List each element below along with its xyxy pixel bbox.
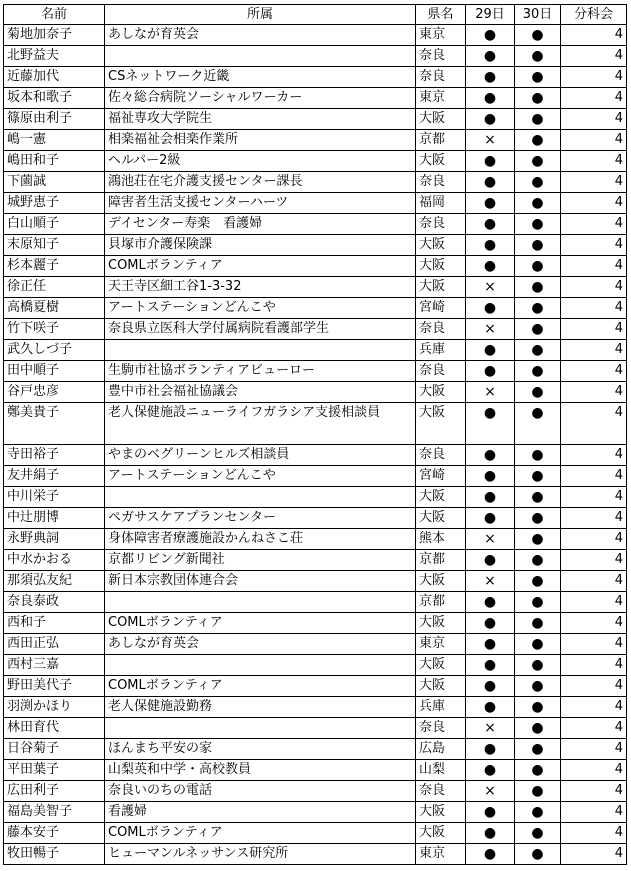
cell-day30: ● <box>515 781 561 802</box>
cell-section: 4 <box>561 277 627 298</box>
cell-day30: ● <box>515 130 561 151</box>
cell-affiliation: COMLボランティア <box>105 256 416 277</box>
cell-section: 4 <box>561 634 627 655</box>
table-row <box>4 193 627 214</box>
cell-section: 4 <box>561 130 627 151</box>
cell-affiliation: 鴻池荘在宅介護支援センター課長 <box>105 172 416 193</box>
cell-affiliation: 佐々総合病院ソーシャルワーカー <box>105 88 416 109</box>
cell-day29: × <box>466 781 515 802</box>
cell-name: 白山順子 <box>4 214 105 235</box>
cell-day29: × <box>466 718 515 739</box>
cell-section: 4 <box>561 340 627 361</box>
cell-affiliation: 身体障害者療護施設かんねさこ荘 <box>105 529 416 550</box>
cell-day29: × <box>466 529 515 550</box>
cell-affiliation: 老人保健施設勤務 <box>105 697 416 718</box>
cell-day29: ● <box>466 445 515 466</box>
cell-name: 杉本麗子 <box>4 256 105 277</box>
cell-prefecture: 大阪 <box>416 487 466 508</box>
cell-day29: ● <box>466 235 515 256</box>
cell-prefecture: 大阪 <box>416 256 466 277</box>
cell-name: 永野典詞 <box>4 529 105 550</box>
cell-section: 4 <box>561 256 627 277</box>
cell-section: 4 <box>561 67 627 88</box>
cell-affiliation: 福祉専攻大学院生 <box>105 109 416 130</box>
cell-day30: ● <box>515 172 561 193</box>
cell-section: 4 <box>561 802 627 823</box>
cell-section: 4 <box>561 739 627 760</box>
cell-prefecture: 宮崎 <box>416 298 466 319</box>
cell-affiliation: あしなが育英会 <box>105 634 416 655</box>
cell-day30: ● <box>515 298 561 319</box>
cell-affiliation: CSネットワーク近畿 <box>105 67 416 88</box>
cell-day29: ● <box>466 592 515 613</box>
cell-section: 4 <box>561 193 627 214</box>
cell-day30: ● <box>515 466 561 487</box>
table-row <box>4 403 627 445</box>
cell-day30: ● <box>515 739 561 760</box>
cell-name: 西田正弘 <box>4 634 105 655</box>
cell-day29: ● <box>466 844 515 865</box>
table-row <box>4 844 627 865</box>
cell-day30: ● <box>515 256 561 277</box>
cell-section: 4 <box>561 88 627 109</box>
cell-name: 下薗誠 <box>4 172 105 193</box>
cell-name: 広田利子 <box>4 781 105 802</box>
cell-affiliation: 障害者生活支援センターハーツ <box>105 193 416 214</box>
cell-name: 中川栄子 <box>4 487 105 508</box>
table-row <box>4 781 627 802</box>
cell-name: 嶋一憲 <box>4 130 105 151</box>
cell-section: 4 <box>561 823 627 844</box>
cell-day30: ● <box>515 235 561 256</box>
cell-day30: ● <box>515 634 561 655</box>
cell-day29: ● <box>466 340 515 361</box>
cell-section: 4 <box>561 718 627 739</box>
cell-affiliation: COMLボランティア <box>105 613 416 634</box>
header-name: 名前 <box>4 5 105 25</box>
cell-name: 藤本安子 <box>4 823 105 844</box>
cell-day30: ● <box>515 487 561 508</box>
cell-affiliation <box>105 718 416 739</box>
cell-day29: ● <box>466 361 515 382</box>
cell-affiliation: 奈良県立医科大学付属病院看護部学生 <box>105 319 416 340</box>
cell-section: 4 <box>561 487 627 508</box>
cell-day29: ● <box>466 613 515 634</box>
cell-affiliation: やまのベグリーンヒルズ相談員 <box>105 445 416 466</box>
table-row <box>4 466 627 487</box>
table-row <box>4 130 627 151</box>
cell-day29: ● <box>466 739 515 760</box>
cell-day29: ● <box>466 823 515 844</box>
cell-prefecture: 東京 <box>416 844 466 865</box>
cell-prefecture: 大阪 <box>416 235 466 256</box>
cell-day29: ● <box>466 172 515 193</box>
cell-prefecture: 奈良 <box>416 718 466 739</box>
table-row <box>4 382 627 403</box>
table-row <box>4 655 627 676</box>
cell-affiliation: 貝塚市介護保険課 <box>105 235 416 256</box>
cell-day29: ● <box>466 109 515 130</box>
header-prefecture: 県名 <box>416 5 466 25</box>
cell-section: 4 <box>561 445 627 466</box>
cell-name: 平田葉子 <box>4 760 105 781</box>
cell-affiliation: 京都リビング新聞社 <box>105 550 416 571</box>
table-row <box>4 445 627 466</box>
cell-day29: × <box>466 571 515 592</box>
table-row <box>4 487 627 508</box>
cell-section: 4 <box>561 760 627 781</box>
table-row <box>4 739 627 760</box>
cell-day29: ● <box>466 214 515 235</box>
cell-affiliation: アートステーションどんこや <box>105 466 416 487</box>
header-affiliation: 所属 <box>105 5 416 25</box>
cell-name: 田中順子 <box>4 361 105 382</box>
cell-day29: × <box>466 382 515 403</box>
table-row <box>4 802 627 823</box>
table-row <box>4 823 627 844</box>
table-row <box>4 676 627 697</box>
cell-prefecture: 東京 <box>416 25 466 46</box>
cell-day30: ● <box>515 676 561 697</box>
cell-name: 奈良泰政 <box>4 592 105 613</box>
cell-day29: ● <box>466 697 515 718</box>
cell-prefecture: 奈良 <box>416 361 466 382</box>
cell-affiliation: 相楽福祉会相楽作業所 <box>105 130 416 151</box>
cell-affiliation <box>105 340 416 361</box>
table-row <box>4 760 627 781</box>
cell-day29: ● <box>466 88 515 109</box>
cell-section: 4 <box>561 25 627 46</box>
table-row <box>4 277 627 298</box>
table-row <box>4 67 627 88</box>
table-row <box>4 109 627 130</box>
table-row <box>4 718 627 739</box>
cell-prefecture: 東京 <box>416 634 466 655</box>
cell-day29: ● <box>466 193 515 214</box>
cell-day30: ● <box>515 67 561 88</box>
header-day29: 29日 <box>466 5 515 25</box>
cell-day30: ● <box>515 550 561 571</box>
cell-day29: × <box>466 277 515 298</box>
cell-day30: ● <box>515 382 561 403</box>
cell-name: 竹下咲子 <box>4 319 105 340</box>
cell-affiliation: あしなが育英会 <box>105 25 416 46</box>
cell-affiliation: 豊中市社会福祉協議会 <box>105 382 416 403</box>
table-row <box>4 235 627 256</box>
cell-prefecture: 奈良 <box>416 445 466 466</box>
cell-affiliation <box>105 487 416 508</box>
cell-section: 4 <box>561 613 627 634</box>
cell-section: 4 <box>561 592 627 613</box>
cell-prefecture: 奈良 <box>416 781 466 802</box>
cell-prefecture: 広島 <box>416 739 466 760</box>
cell-day30: ● <box>515 697 561 718</box>
cell-day29: ● <box>466 676 515 697</box>
cell-prefecture: 大阪 <box>416 613 466 634</box>
cell-section: 4 <box>561 46 627 67</box>
cell-affiliation: ペガサスケアプランセンター <box>105 508 416 529</box>
cell-affiliation: 老人保健施設ニューライフガラシア支援相談員 <box>105 403 416 445</box>
cell-name: 西村三嘉 <box>4 655 105 676</box>
table-row <box>4 46 627 67</box>
table-row <box>4 634 627 655</box>
cell-affiliation: 山梨英和中学・高校教員 <box>105 760 416 781</box>
cell-prefecture: 大阪 <box>416 508 466 529</box>
cell-affiliation <box>105 655 416 676</box>
cell-name: 末原知子 <box>4 235 105 256</box>
cell-day30: ● <box>515 88 561 109</box>
cell-affiliation: 新日本宗教団体連合会 <box>105 571 416 592</box>
cell-name: 鄭美貴子 <box>4 403 105 445</box>
cell-prefecture: 京都 <box>416 592 466 613</box>
cell-day29: ● <box>466 46 515 67</box>
table-row <box>4 172 627 193</box>
cell-prefecture: 大阪 <box>416 676 466 697</box>
cell-section: 4 <box>561 697 627 718</box>
cell-name: 中辻朋博 <box>4 508 105 529</box>
cell-day30: ● <box>515 529 561 550</box>
cell-prefecture: 京都 <box>416 130 466 151</box>
cell-day30: ● <box>515 46 561 67</box>
cell-day30: ● <box>515 445 561 466</box>
header-day30: 30日 <box>515 5 561 25</box>
cell-prefecture: 大阪 <box>416 109 466 130</box>
cell-affiliation: デイセンター寿楽 看護婦 <box>105 214 416 235</box>
cell-prefecture: 奈良 <box>416 319 466 340</box>
cell-day30: ● <box>515 25 561 46</box>
cell-name: 林田育代 <box>4 718 105 739</box>
cell-name: 羽渕かほり <box>4 697 105 718</box>
cell-prefecture: 福岡 <box>416 193 466 214</box>
cell-day30: ● <box>515 718 561 739</box>
cell-name: 篠原由利子 <box>4 109 105 130</box>
cell-affiliation: ヘルパー2級 <box>105 151 416 172</box>
cell-section: 4 <box>561 508 627 529</box>
table-row <box>4 151 627 172</box>
cell-section: 4 <box>561 676 627 697</box>
cell-prefecture: 大阪 <box>416 151 466 172</box>
cell-day30: ● <box>515 592 561 613</box>
cell-affiliation <box>105 592 416 613</box>
table-row <box>4 340 627 361</box>
cell-name: 寺田裕子 <box>4 445 105 466</box>
cell-prefecture: 大阪 <box>416 382 466 403</box>
cell-prefecture: 東京 <box>416 88 466 109</box>
table-row <box>4 508 627 529</box>
table-row <box>4 697 627 718</box>
cell-day30: ● <box>515 844 561 865</box>
cell-name: 牧田暢子 <box>4 844 105 865</box>
cell-section: 4 <box>561 466 627 487</box>
cell-day29: ● <box>466 760 515 781</box>
header-row <box>4 5 627 25</box>
cell-prefecture: 奈良 <box>416 46 466 67</box>
cell-section: 4 <box>561 655 627 676</box>
table-row <box>4 88 627 109</box>
cell-prefecture: 大阪 <box>416 403 466 445</box>
table-row <box>4 319 627 340</box>
cell-day30: ● <box>515 109 561 130</box>
cell-name: 坂本和歌子 <box>4 88 105 109</box>
cell-section: 4 <box>561 214 627 235</box>
cell-prefecture: 山梨 <box>416 760 466 781</box>
cell-day30: ● <box>515 613 561 634</box>
cell-day30: ● <box>515 151 561 172</box>
cell-affiliation: 天王寺区細工谷1-3-32 <box>105 277 416 298</box>
table-row <box>4 592 627 613</box>
cell-affiliation: COMLボランティア <box>105 823 416 844</box>
cell-section: 4 <box>561 529 627 550</box>
cell-name: 谷戸忠彦 <box>4 382 105 403</box>
cell-prefecture: 奈良 <box>416 172 466 193</box>
cell-name: 西和子 <box>4 613 105 634</box>
cell-day29: ● <box>466 655 515 676</box>
cell-day29: ● <box>466 67 515 88</box>
cell-section: 4 <box>561 361 627 382</box>
cell-affiliation: 看護婦 <box>105 802 416 823</box>
table-row <box>4 361 627 382</box>
cell-day30: ● <box>515 760 561 781</box>
cell-prefecture: 大阪 <box>416 277 466 298</box>
cell-day29: ● <box>466 508 515 529</box>
cell-section: 4 <box>561 781 627 802</box>
cell-day30: ● <box>515 277 561 298</box>
cell-section: 4 <box>561 844 627 865</box>
cell-prefecture: 奈良 <box>416 67 466 88</box>
cell-name: 徐正任 <box>4 277 105 298</box>
cell-day30: ● <box>515 403 561 445</box>
cell-section: 4 <box>561 298 627 319</box>
cell-section: 4 <box>561 571 627 592</box>
cell-section: 4 <box>561 319 627 340</box>
cell-section: 4 <box>561 382 627 403</box>
cell-section: 4 <box>561 109 627 130</box>
cell-name: 菊地加奈子 <box>4 25 105 46</box>
cell-day29: ● <box>466 487 515 508</box>
cell-name: 北野益夫 <box>4 46 105 67</box>
cell-day29: ● <box>466 403 515 445</box>
cell-day30: ● <box>515 655 561 676</box>
table-row <box>4 571 627 592</box>
table-row <box>4 529 627 550</box>
cell-prefecture: 熊本 <box>416 529 466 550</box>
cell-day30: ● <box>515 823 561 844</box>
cell-affiliation <box>105 46 416 67</box>
cell-day30: ● <box>515 571 561 592</box>
cell-day30: ● <box>515 193 561 214</box>
cell-day29: ● <box>466 298 515 319</box>
cell-name: 城野恵子 <box>4 193 105 214</box>
table-row <box>4 25 627 46</box>
cell-name: 武久しづ子 <box>4 340 105 361</box>
cell-name: 高橋夏樹 <box>4 298 105 319</box>
cell-day30: ● <box>515 508 561 529</box>
cell-affiliation: ヒューマンルネッサンス研究所 <box>105 844 416 865</box>
cell-day30: ● <box>515 214 561 235</box>
cell-day29: ● <box>466 151 515 172</box>
cell-day29: × <box>466 319 515 340</box>
cell-affiliation: 奈良いのちの電話 <box>105 781 416 802</box>
cell-name: 日谷菊子 <box>4 739 105 760</box>
cell-section: 4 <box>561 403 627 445</box>
table-row <box>4 613 627 634</box>
cell-day30: ● <box>515 319 561 340</box>
header-section: 分科会 <box>561 5 627 25</box>
cell-prefecture: 大阪 <box>416 802 466 823</box>
cell-day30: ● <box>515 340 561 361</box>
cell-name: 野田美代子 <box>4 676 105 697</box>
cell-section: 4 <box>561 151 627 172</box>
cell-day30: ● <box>515 802 561 823</box>
cell-prefecture: 宮崎 <box>416 466 466 487</box>
cell-prefecture: 兵庫 <box>416 697 466 718</box>
cell-affiliation: COMLボランティア <box>105 676 416 697</box>
cell-day29: ● <box>466 634 515 655</box>
cell-day30: ● <box>515 361 561 382</box>
table-row <box>4 298 627 319</box>
cell-name: 近藤加代 <box>4 67 105 88</box>
cell-section: 4 <box>561 550 627 571</box>
cell-prefecture: 大阪 <box>416 823 466 844</box>
table-row <box>4 550 627 571</box>
table-row <box>4 214 627 235</box>
cell-day29: ● <box>466 25 515 46</box>
cell-day29: ● <box>466 466 515 487</box>
cell-name: 福島美智子 <box>4 802 105 823</box>
cell-prefecture: 大阪 <box>416 655 466 676</box>
cell-name: 中水かおる <box>4 550 105 571</box>
cell-prefecture: 兵庫 <box>416 340 466 361</box>
cell-day29: ● <box>466 550 515 571</box>
cell-section: 4 <box>561 235 627 256</box>
table-row <box>4 256 627 277</box>
cell-prefecture: 京都 <box>416 550 466 571</box>
cell-name: 友井絹子 <box>4 466 105 487</box>
cell-affiliation: 生駒市社協ボランティアビューロー <box>105 361 416 382</box>
cell-affiliation: アートステーションどんこや <box>105 298 416 319</box>
cell-prefecture: 大阪 <box>416 571 466 592</box>
cell-day29: ● <box>466 256 515 277</box>
cell-prefecture: 奈良 <box>416 214 466 235</box>
cell-day29: × <box>466 130 515 151</box>
cell-affiliation: ほんまち平安の家 <box>105 739 416 760</box>
cell-name: 嶋田和子 <box>4 151 105 172</box>
cell-day29: ● <box>466 802 515 823</box>
participant-table <box>3 4 627 865</box>
cell-name: 那須弘友紀 <box>4 571 105 592</box>
cell-section: 4 <box>561 172 627 193</box>
